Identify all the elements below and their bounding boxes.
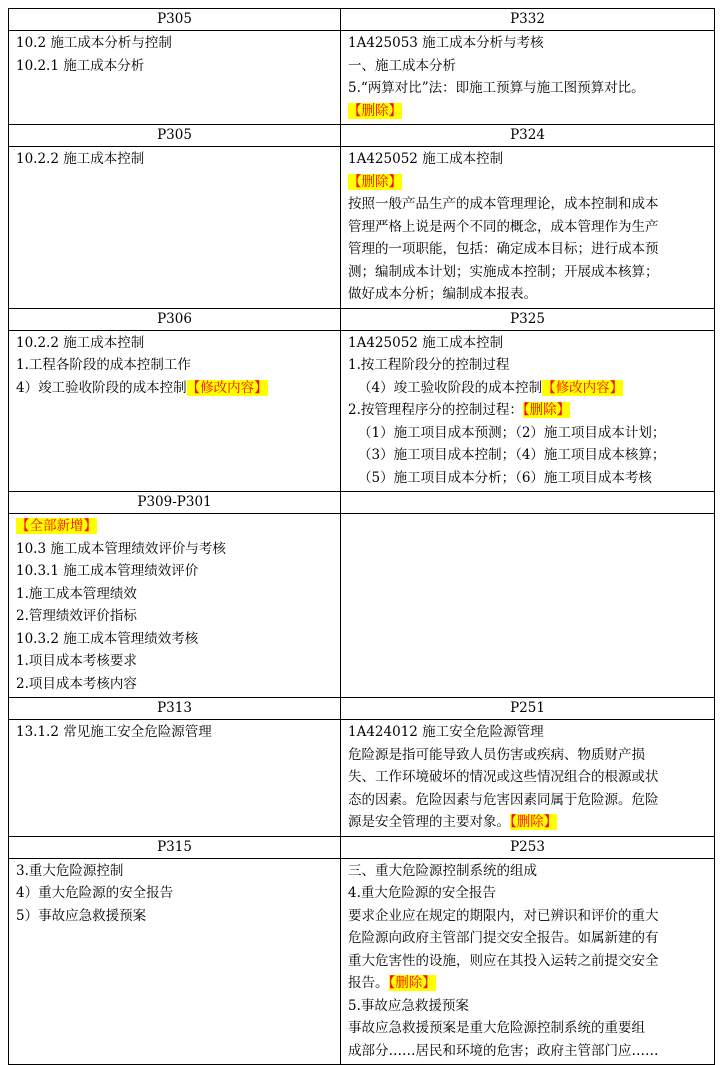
header-row <box>9 836 715 858</box>
delete-tag: 【删除】 <box>348 173 402 190</box>
text-line: 10.2.1 施工成本分析 <box>16 57 145 74</box>
list-item: （5）施工项目成本分析；（6）施工项目成本考核 <box>358 469 652 486</box>
text-line: 报告。 <box>348 975 389 991</box>
new-content-cell <box>341 31 715 125</box>
text-line: 4）重大危险源的安全报告 <box>16 885 174 901</box>
page-ref-right: P251 <box>341 698 715 720</box>
content-row <box>9 514 715 698</box>
delete-tag: 【删除】 <box>510 814 558 830</box>
text-line: 1A425052 施工成本控制 <box>348 151 504 167</box>
list-item: （1）施工项目成本预测；（2）施工项目成本计划； <box>358 424 666 441</box>
header-row <box>9 125 715 147</box>
page-ref-right <box>341 492 715 514</box>
text-line: 4.重大危险源的安全报告 <box>348 885 496 901</box>
text-line: 做好成本分析；编制成本报表。 <box>348 286 537 302</box>
page-ref-right: P324 <box>341 125 715 147</box>
content-row <box>9 858 715 1065</box>
text-line: 10.3.2 施工成本管理绩效考核 <box>16 630 199 647</box>
text-line: 管理严格上说是两个不同的概念，成本管理作为生产 <box>348 218 659 235</box>
text-line: 三、重大危险源控制系统的组成 <box>348 862 537 879</box>
content-row <box>9 330 715 492</box>
text-line: 态的因素。危险因素与危害因素同属于危险源。危险 <box>348 791 659 808</box>
text-line: 5.“两算对比”法：即施工预算与施工图预算对比。 <box>348 80 645 96</box>
page-ref-right: P253 <box>341 836 715 858</box>
modify-tag: 【修改内容】 <box>542 379 624 396</box>
text-line: 事故应急救援预案是重大危险源控制系统的重要组 <box>348 1020 645 1036</box>
text-line: 危险源向政府主管部门提交安全报告。如属新建的有 <box>348 930 659 946</box>
text-line: （4）竣工验收阶段的成本控制 <box>358 379 543 396</box>
text-line: 要求企业应在规定的期限内，对已辨识和评价的重大 <box>348 907 659 924</box>
text-line: 10.3 施工成本管理绩效评价与考核 <box>16 540 226 557</box>
text-line: 2.按管理程序分的控制过程： <box>348 402 523 418</box>
content-row <box>9 31 715 125</box>
header-row <box>9 9 715 31</box>
page-ref-left: P305 <box>9 9 341 31</box>
delete-tag: 【删除】 <box>388 975 436 991</box>
comparison-table <box>8 8 715 1065</box>
text-line: 危险源是指可能导致人员伤害或疾病、物质财产损 <box>348 746 645 763</box>
text-line: 5）事故应急救援预案 <box>16 907 147 924</box>
old-content-cell <box>9 514 341 698</box>
delete-tag: 【删除】 <box>522 402 571 418</box>
text-line: 1A424012 施工安全危险源管理 <box>348 724 544 740</box>
page-ref-left: P313 <box>9 698 341 720</box>
delete-tag: 【删除】 <box>348 102 402 119</box>
text-line: 5.事故应急救援预案 <box>348 997 469 1014</box>
page-ref-left: P305 <box>9 125 341 147</box>
text-line: 管理的一项职能，包括：确定成本目标；进行成本预 <box>348 241 659 257</box>
header-row <box>9 492 715 514</box>
text-line: 失、工作环境破坏的情况或这些情况组合的根源或状 <box>348 769 659 785</box>
content-row <box>9 147 715 309</box>
text-line: 1.按工程阶段分的控制过程 <box>348 357 510 373</box>
text-line: 1A425053 施工成本分析与考核 <box>348 35 544 51</box>
old-content-cell <box>9 31 341 125</box>
new-content-cell <box>341 858 715 1065</box>
new-content-cell <box>341 720 715 837</box>
text-line: 1A425052 施工成本控制 <box>348 334 504 351</box>
old-content-cell <box>9 330 341 492</box>
text-line: 4）竣工验收阶段的成本控制 <box>16 379 187 396</box>
new-content-cell <box>341 147 715 309</box>
text-line: 2.管理绩效评价指标 <box>16 608 137 624</box>
text-line: 10.3.1 施工成本管理绩效评价 <box>16 563 199 579</box>
old-content-cell <box>9 147 341 309</box>
text-line: 源是安全管理的主要对象。 <box>348 814 510 830</box>
text-line: 按照一般产品生产的成本管理理论，成本控制和成本 <box>348 196 659 212</box>
content-row <box>9 720 715 837</box>
text-line: 3.重大危险源控制 <box>16 862 124 879</box>
text-line: 测；编制成本计划；实施成本控制；开展成本核算； <box>348 263 659 280</box>
modify-tag: 【修改内容】 <box>186 379 268 396</box>
text-line: 成部分……居民和环境的危害；政府主管部门应…… <box>348 1042 659 1059</box>
header-row <box>9 308 715 330</box>
new-content-cell <box>341 330 715 492</box>
new-content-cell <box>341 514 715 698</box>
text-line: 重大危害性的设施，则应在其投入运转之前提交安全 <box>348 952 659 969</box>
new-content-tag: 【全部新增】 <box>16 518 97 534</box>
text-line: 1.工程各阶段的成本控制工作 <box>16 357 191 373</box>
old-content-cell <box>9 720 341 837</box>
page-ref-left: P309-P301 <box>9 492 341 514</box>
list-item: （3）施工项目成本控制；（4）施工项目成本核算； <box>358 447 666 463</box>
text-line: 13.1.2 常见施工安全危险源管理 <box>16 724 212 740</box>
text-line: 2.项目成本考核内容 <box>16 675 137 692</box>
page-ref-left: P306 <box>9 308 341 330</box>
header-row <box>9 698 715 720</box>
text-line: 一、施工成本分析 <box>348 57 456 74</box>
old-content-cell <box>9 858 341 1065</box>
text-line: 1.施工成本管理绩效 <box>16 585 137 602</box>
text-line: 10.2 施工成本分析与控制 <box>16 35 172 51</box>
page-ref-right: P325 <box>341 308 715 330</box>
page-ref-right: P332 <box>341 9 715 31</box>
page-ref-left: P315 <box>9 836 341 858</box>
text-line: 10.2.2 施工成本控制 <box>16 334 145 351</box>
text-line: 1.项目成本考核要求 <box>16 653 137 669</box>
text-line: 10.2.2 施工成本控制 <box>16 151 145 167</box>
